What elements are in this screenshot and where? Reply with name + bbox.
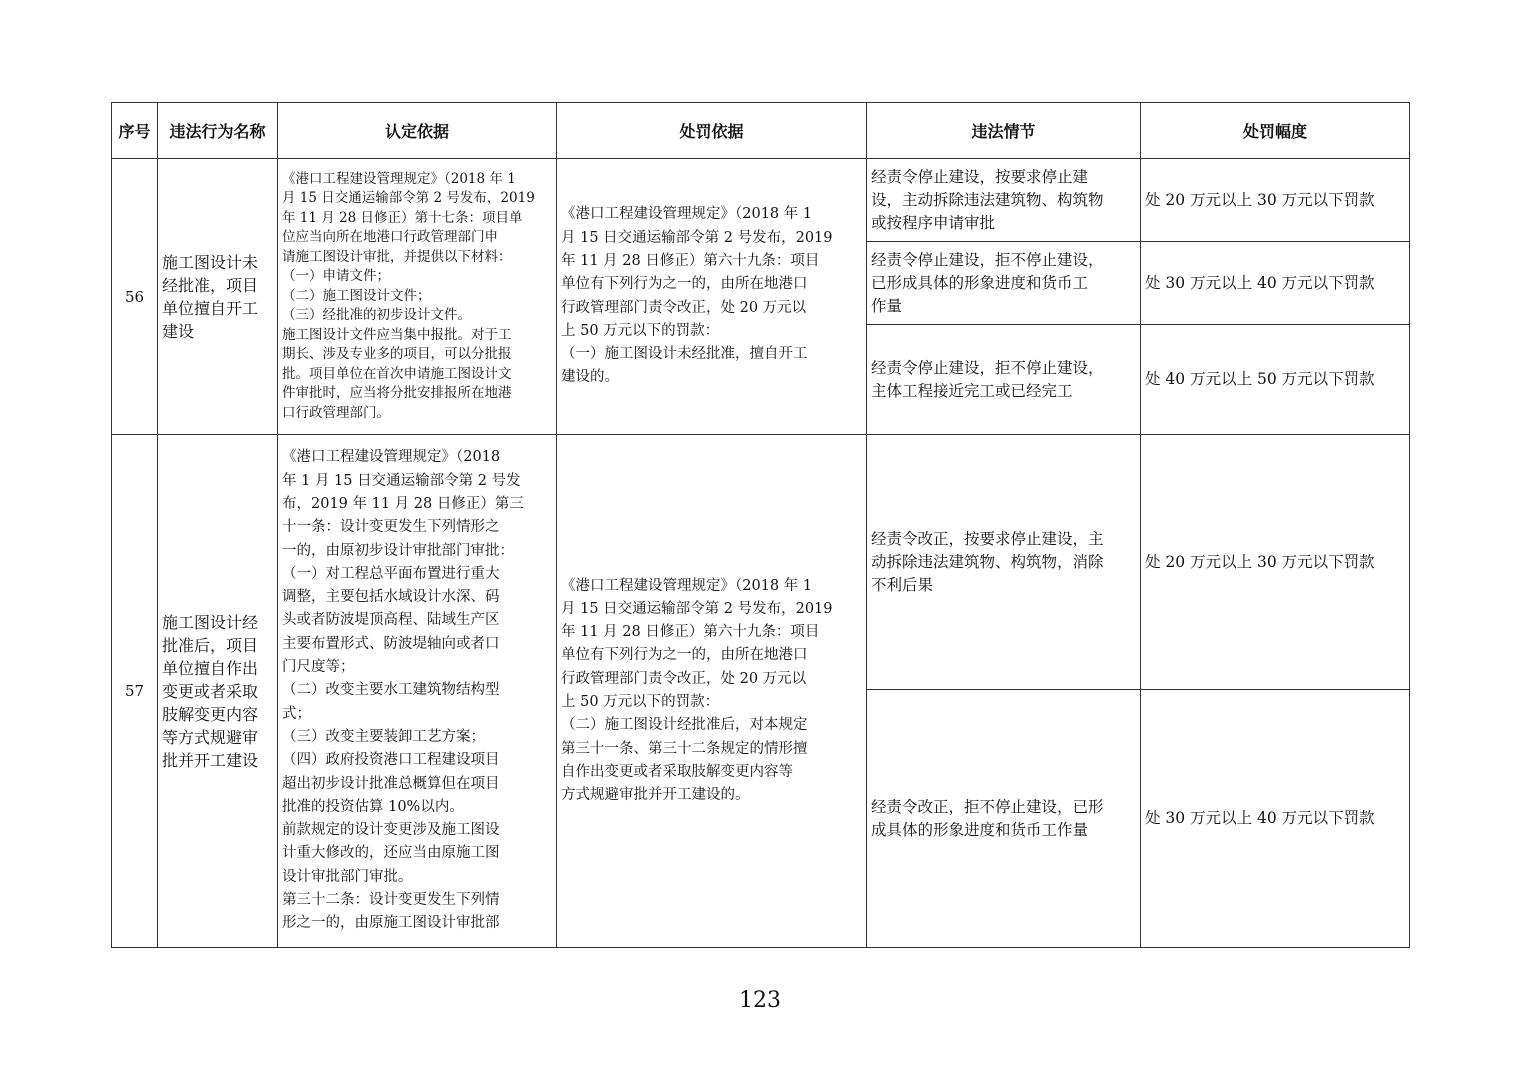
row-number: 57: [112, 435, 158, 948]
row-number: 56: [112, 159, 158, 435]
header-range: 处罚幅度: [1141, 103, 1410, 159]
penalty-range-cell: 处 20 万元以上 30 万元以下罚款: [1141, 159, 1410, 242]
table-header-row: [112, 103, 1410, 159]
penalty-basis: 《港口工程建设管理规定》（2018 年 1 月 15 日交通运输部令第 2 号发布，2019 年 11 月 28 日修正）第六十九条：项目 单位有下列行为之一的，由所在地港口 行政管理部门责令改正，处 20 万元以 上 50 万元以下的罚款： （一）施工图设计未经批准，擅自开工 建设的。: [557, 159, 867, 435]
header-name: 违法行为名称: [158, 103, 278, 159]
penalty-range-cell: 处 30 万元以上 40 万元以下罚款: [1141, 690, 1410, 948]
violation-name: 施工图设计经 批准后，项目 单位擅自作出 变更或者采取 肢解变更内容 等方式规避审 批并开工建设: [158, 435, 278, 948]
circumstance-cell: 经责令改正，按要求停止建设，主 动拆除违法建筑物、构筑物，消除 不利后果: [867, 435, 1141, 690]
circumstance-cell: 经责令停止建设，拒不停止建设， 主体工程接近完工或已经完工: [867, 325, 1141, 435]
determination-basis: 《港口工程建设管理规定》（2018 年 1 月 15 日交通运输部令第 2 号发布，2019 年 11 月 28 日修正）第十七条：项目单 位应当向所在地港口行政管理部门申 请施工图设计审批，并提供以下材料： （一）申请文件； （二）施工图设计文件； （三）经批准的初步设计文件。 施工图设计文件应当集中报批。对于工 期长、涉及专业多的项目，可以分批报 批。项目单位在首次申请施工图设计文 件审批时，应当将分批安排报所在地港 口行政管理部门。: [278, 159, 557, 435]
violation-name: 施工图设计未 经批准，项目 单位擅自开工 建设: [158, 159, 278, 435]
penalty-range-cell: 处 40 万元以上 50 万元以下罚款: [1141, 325, 1410, 435]
circumstance-cell: 经责令停止建设，拒不停止建设， 已形成具体的形象进度和货币工 作量: [867, 242, 1141, 325]
header-circumstance: 违法情节: [867, 103, 1141, 159]
circumstance-cell: 经责令改正，拒不停止建设，已形 成具体的形象进度和货币工作量: [867, 690, 1141, 948]
header-no: 序号: [112, 103, 158, 159]
penalty-range-cell: 处 20 万元以上 30 万元以下罚款: [1141, 435, 1410, 690]
header-basis: 认定依据: [278, 103, 557, 159]
penalty-range-cell: 处 30 万元以上 40 万元以下罚款: [1141, 242, 1410, 325]
table-row: [112, 435, 1410, 690]
table-row: [112, 159, 1410, 242]
circumstance-cell: 经责令停止建设，按要求停止建 设，主动拆除违法建筑物、构筑物 或按程序申请审批: [867, 159, 1141, 242]
determination-basis: 《港口工程建设管理规定》（2018 年 1 月 15 日交通运输部令第 2 号发 布，2019 年 11 月 28 日修正）第三 十一条：设计变更发生下列情形之 一的，由原初步设计审批部门审批： （一）对工程总平面布置进行重大 调整，主要包括水域设计水深、码 头或者防波堤顶高程、陆域生产区 主要布置形式、防波堤轴向或者口 门尺度等； （二）改变主要水工建筑物结构型 式； （三）改变主要装卸工艺方案； （四）政府投资港口工程建设项目 超出初步设计批准总概算但在项目 批准的投资估算 10%以内。 前款规定的设计变更涉及施工图设 计重大修改的，还应当由原施工图 设计审批部门审批。 第三十二条：设计变更发生下列情 形之一的，由原施工图设计审批部: [278, 435, 557, 948]
page-number: 123: [739, 988, 781, 1013]
penalty-table: [111, 102, 1410, 948]
penalty-basis: 《港口工程建设管理规定》（2018 年 1 月 15 日交通运输部令第 2 号发布，2019 年 11 月 28 日修正）第六十九条：项目 单位有下列行为之一的，由所在地港口 行政管理部门责令改正，处 20 万元以 上 50 万元以下的罚款： （二）施工图设计经批准后，对本规定 第三十一条、第三十二条规定的情形擅 自作出变更或者采取肢解变更内容等 方式规避审批并开工建设的。: [557, 435, 867, 948]
header-penalty-basis: 处罚依据: [557, 103, 867, 159]
